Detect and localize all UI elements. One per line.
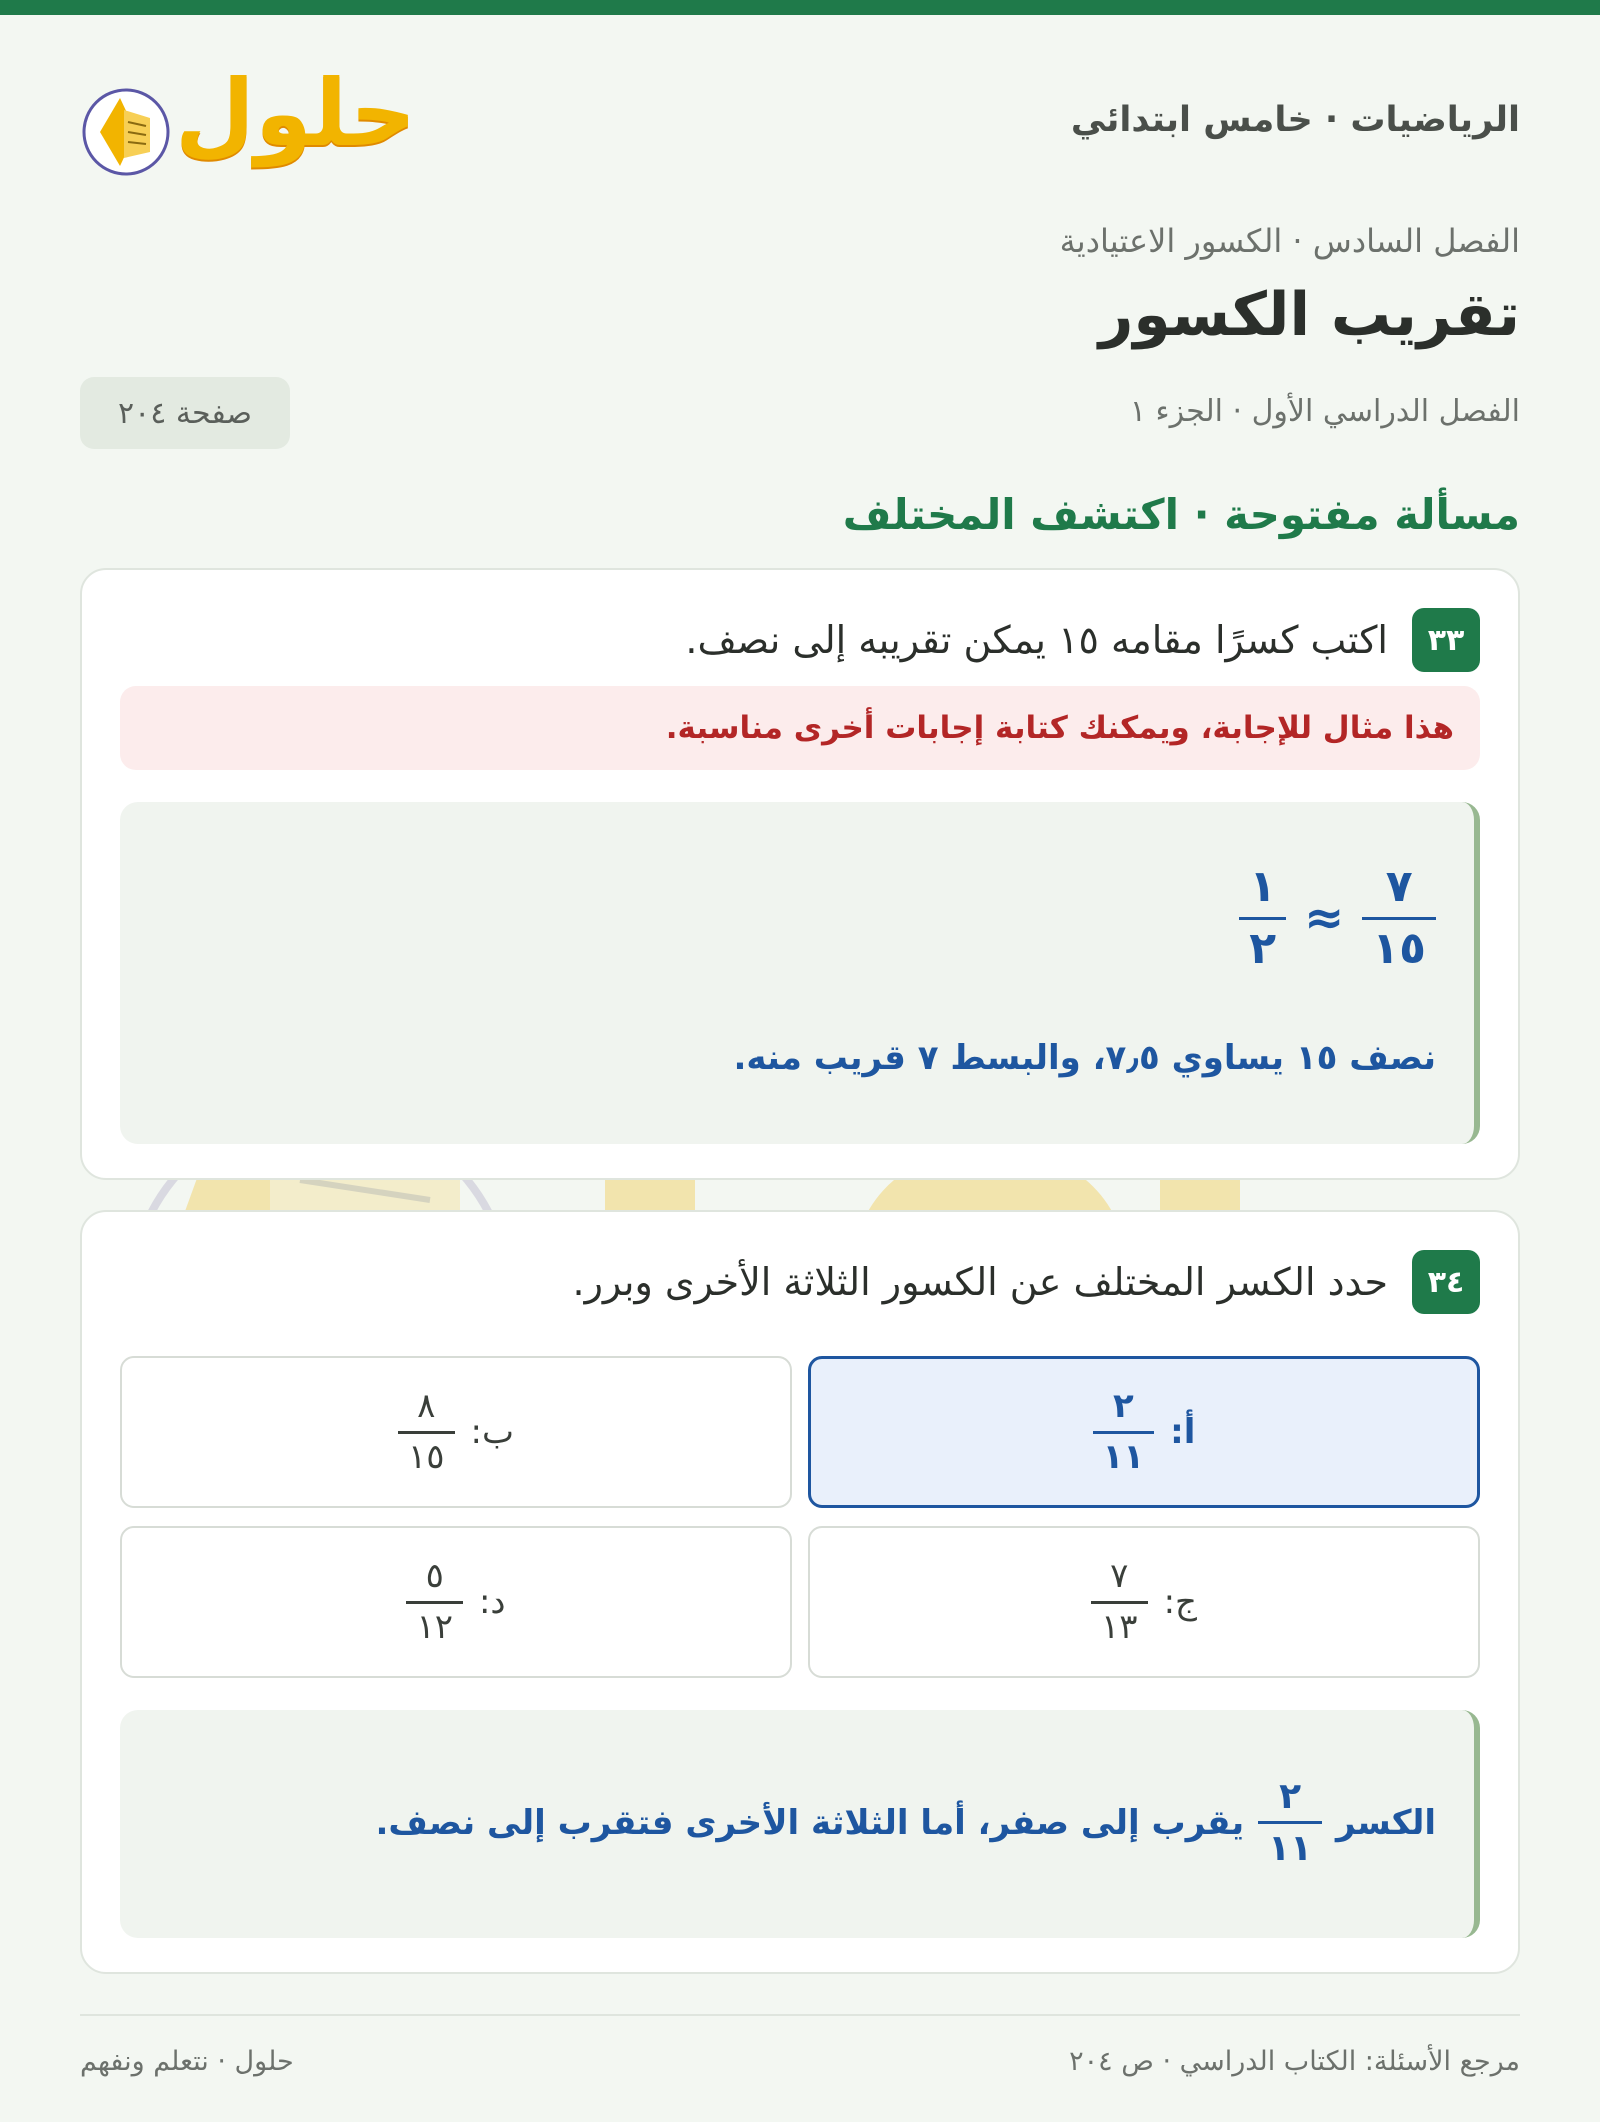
option-d[interactable] — [120, 1526, 792, 1678]
option-fraction — [406, 1557, 463, 1646]
fraction-denominator: ١٥ — [408, 1436, 445, 1477]
page — [80, 0, 1520, 2122]
book-logo-icon — [80, 86, 172, 178]
chapter-label: الفصل السادس · الكسور الاعتيادية — [1059, 222, 1520, 260]
fraction-denominator: ١٢ — [416, 1606, 453, 1647]
question-text: اكتب كسرًا مقامه ١٥ يمكن تقريبه إلى نصف. — [685, 618, 1388, 662]
example-note: هذا مثال للإجابة، ويمكنك كتابة إجابات أخرى مناسبة. — [120, 686, 1480, 770]
option-label: ج: — [1163, 1582, 1197, 1622]
page-header — [80, 60, 1520, 190]
question-header — [685, 608, 1480, 672]
fraction-numerator: ٢ — [1279, 1776, 1302, 1817]
answer-box — [120, 1710, 1480, 1938]
brand-logo — [80, 60, 417, 190]
fraction-one-half — [1239, 862, 1286, 974]
fraction-bar — [1239, 917, 1286, 920]
fraction-bar — [1091, 1601, 1148, 1604]
fraction-numerator: ٥ — [425, 1556, 444, 1597]
page-title: تقريب الكسور — [1098, 280, 1520, 350]
fraction-denominator: ١٥ — [1372, 922, 1426, 974]
footer-brand: حلول · نتعلم ونفهم — [80, 2046, 294, 2077]
fraction-numerator: ١ — [1249, 861, 1277, 912]
question-header — [573, 1250, 1481, 1314]
footer-reference: مرجع الأسئلة: الكتاب الدراسي · ص ٢٠٤ — [1069, 2046, 1520, 2077]
logo-wordmark: حلول — [175, 60, 417, 167]
fraction-numerator: ٨ — [417, 1386, 436, 1427]
option-label: أ: — [1170, 1412, 1196, 1452]
explanation-fraction — [1258, 1776, 1322, 1870]
fraction-denominator: ١١ — [1102, 1436, 1145, 1477]
question-number-badge: ٣٤ — [1412, 1250, 1480, 1314]
explanation-prefix: الكسر — [1336, 1802, 1436, 1843]
question-number-badge: ٣٣ — [1412, 608, 1480, 672]
option-fraction — [1091, 1557, 1148, 1646]
answer-explanation: نصف ١٥ يساوي ٧٫٥، والبسط ٧ قريب منه. — [733, 1038, 1436, 1078]
option-fraction — [398, 1387, 455, 1476]
option-b[interactable] — [120, 1356, 792, 1508]
fraction-bar — [406, 1601, 463, 1604]
option-a[interactable] — [808, 1356, 1480, 1508]
page-number-badge: صفحة ٢٠٤ — [80, 377, 290, 449]
fraction-bar — [1362, 917, 1436, 920]
option-label: د: — [478, 1582, 506, 1622]
explanation-suffix: يقرب إلى صفر، أما الثلاثة الأخرى فتقرب إلى نصف. — [375, 1802, 1245, 1843]
option-fraction — [1093, 1387, 1155, 1476]
option-label: ب: — [470, 1412, 514, 1452]
footer-divider — [80, 2014, 1520, 2016]
fraction-denominator: ١١ — [1268, 1828, 1313, 1870]
fraction-bar — [1093, 1431, 1155, 1434]
fraction-denominator: ٢ — [1249, 922, 1277, 974]
section-title: مسألة مفتوحة · اكتشف المختلف — [842, 490, 1520, 539]
options-grid — [120, 1356, 1480, 1676]
answer-explanation — [375, 1776, 1436, 1870]
approx-symbol: ≈ — [1304, 890, 1345, 947]
fraction-numerator: ٧ — [1110, 1556, 1129, 1597]
option-c[interactable] — [808, 1526, 1480, 1678]
answer-box — [120, 802, 1480, 1144]
semester-label: الفصل الدراسي الأول · الجزء ١ — [1129, 394, 1520, 429]
approximation-equation — [1239, 862, 1436, 974]
question-text: حدد الكسر المختلف عن الكسور الثلاثة الأخرى وبرر. — [572, 1260, 1388, 1304]
question-card-33 — [80, 568, 1520, 1180]
fraction-bar — [1258, 1821, 1322, 1824]
fraction-seven-fifteenths — [1362, 862, 1436, 974]
fraction-numerator: ٢ — [1112, 1386, 1134, 1427]
fraction-bar — [398, 1431, 455, 1434]
fraction-denominator: ١٣ — [1101, 1606, 1138, 1647]
subject-label: الرياضيات · خامس ابتدائي — [1070, 100, 1520, 140]
fraction-numerator: ٧ — [1385, 861, 1413, 912]
question-card-34 — [80, 1210, 1520, 1974]
